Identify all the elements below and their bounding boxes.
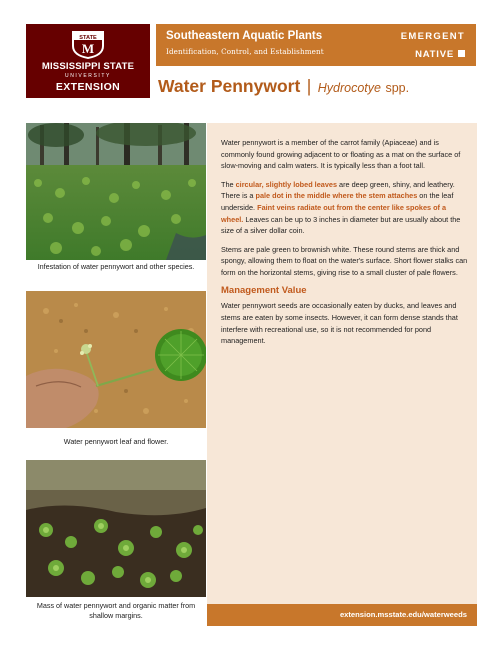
status-label	[415, 49, 465, 60]
scientific-name: Hydrocotye	[317, 81, 381, 95]
content-panel	[207, 123, 477, 626]
description-paragraph: Water pennywort is a member of the carrot family (Apiaceae) and is commonly found growing adjacent to or floating as a mat on the surface of slow-moving and calm waters. It is typically less than a foot tall.	[221, 138, 461, 171]
crest-text: STATE	[79, 35, 97, 41]
leaf-paragraph	[221, 179, 469, 238]
extension-label: EXTENSION	[55, 81, 121, 93]
leaf-flower-photo	[26, 291, 206, 428]
university-word: UNIVERSITY	[64, 73, 111, 79]
series-title: Southeastern Aquatic Plants	[166, 30, 323, 42]
scientific-suffix: spp.	[385, 81, 410, 95]
msu-crest-icon	[71, 30, 105, 60]
infestation-photo	[26, 123, 206, 260]
square-icon	[458, 50, 465, 57]
university-name: MISSISSIPPI STATE	[41, 61, 135, 72]
text-span: The	[221, 179, 236, 189]
footer-band	[207, 604, 477, 626]
management-heading: Management Value	[221, 285, 307, 297]
footer-url-link[interactable]: extension.msstate.edu/waterweeds	[339, 610, 467, 619]
infestation-image	[26, 123, 206, 260]
mass-image	[26, 460, 206, 597]
status-text: NATIVE	[415, 49, 454, 60]
highlight-dot: pale dot in the middle where the stem attaches	[255, 191, 418, 201]
category-label: EMERGENT	[400, 31, 465, 42]
highlight-leaves: circular, slightly lobed leaves	[235, 179, 337, 189]
header-band	[156, 24, 476, 66]
photo-caption-2: Water pennywort leaf and flower.	[63, 437, 169, 446]
text-span: are deep green, shiny, and leathery. There is a	[221, 179, 455, 201]
msu-extension-logo[interactable]	[26, 24, 150, 98]
page-title	[158, 76, 409, 97]
series-subtitle: Identification, Control, and Establishment	[166, 47, 324, 56]
mass-photo	[26, 460, 206, 597]
text-span: on the leaf underside.	[221, 191, 454, 213]
photo-caption-1: Infestation of water pennywort and other species.	[37, 262, 195, 271]
crest-letter: M	[81, 41, 95, 56]
leaf-flower-image	[26, 291, 206, 428]
highlight-veins: Faint veins radiate out from the center like spokes of a wheel.	[221, 203, 447, 224]
common-name: Water Pennywort	[158, 76, 301, 96]
management-paragraph: Water pennywort seeds are occasionally eaten by ducks, and leaves and stems are eaten by some insects. However, it can form dense stands that interfere with recreational use, so it is not recommended for pond management.	[221, 301, 458, 346]
stem-paragraph: Stems are pale green to brownish white. These round stems are thick and spongy, allowing them to float on the water's surface. Short flower stalks can form on the horizontal stems, giving rise to a small cluster of pale flowers.	[221, 244, 468, 278]
photo-caption-3: Mass of water pennywort and organic matter from shallow margins.	[36, 601, 196, 620]
title-separator: |	[306, 76, 312, 96]
text-span: Leaves can be up to 3 inches in diameter but are usually about the size of a silver dollar coin.	[221, 214, 461, 236]
